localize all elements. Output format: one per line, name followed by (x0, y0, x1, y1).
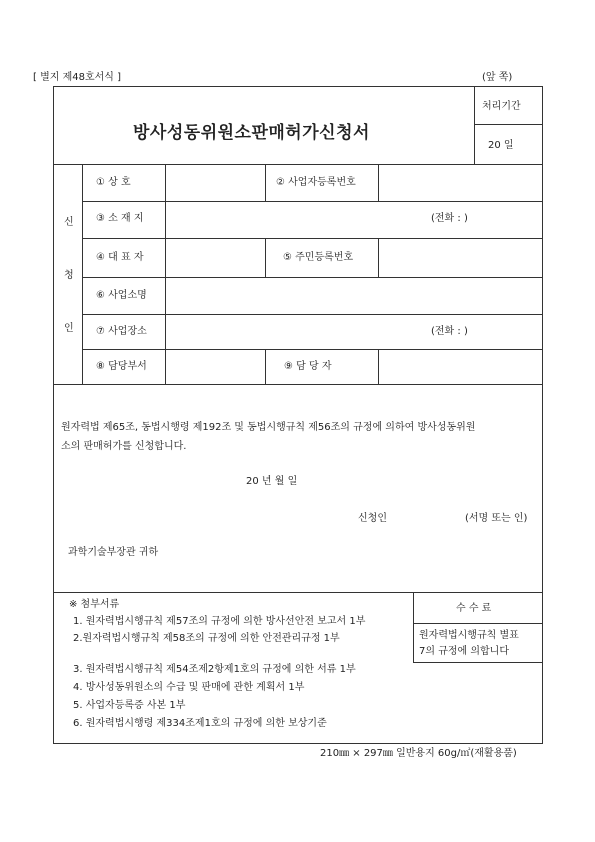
business-reg-no-field[interactable] (379, 165, 542, 200)
addressee: 과학기술부장관 귀하 (68, 547, 159, 558)
representative-label: ④ 대 표 자 (96, 252, 144, 263)
attachment-item-2: 2.원자력법시행규칙 제58조의 규정에 의한 안전관리규정 1부 (73, 633, 340, 644)
application-date: 20 년 월 일 (246, 476, 298, 487)
person-in-charge-field[interactable] (379, 350, 542, 383)
form-number: [ 별지 제48호서식 ] (33, 72, 122, 83)
location-field[interactable] (166, 202, 542, 237)
resident-reg-no-field[interactable] (379, 239, 542, 276)
location-phone: (전화 : ) (431, 213, 468, 224)
resident-reg-no-label: ⑤ 주민등록번호 (283, 252, 354, 263)
department-label: ⑧ 담당부서 (96, 361, 147, 372)
page-side-label: (앞 쪽) (482, 72, 513, 83)
trade-name-label: ① 상 호 (96, 177, 131, 188)
location-label: ③ 소 재 지 (96, 213, 144, 224)
declaration-line-1: 원자력법 제65조, 동법시행령 제192조 및 동법시행규칙 제56조의 규정에 의하여 방사성동위원 (61, 422, 476, 433)
applicant-label-3: 인 (64, 323, 74, 334)
office-name-label: ⑥ 사업소명 (96, 290, 147, 301)
trade-name-field[interactable] (166, 165, 264, 200)
fee-label: 수 수 료 (456, 603, 492, 614)
declaration-line-2: 소의 판매허가를 신청합니다. (61, 441, 187, 452)
signature-or-seal: (서명 또는 인) (465, 513, 528, 524)
form-title: 방사성동위원소판매허가신청서 (133, 123, 370, 143)
person-in-charge-label: ⑨ 담 당 자 (284, 361, 332, 372)
attachment-item-4: 4. 방사성동위원소의 수급 및 판매에 관한 계획서 1부 (73, 682, 305, 693)
applicant-label-1: 신 (64, 217, 74, 228)
applicant-signature-label: 신청인 (358, 513, 387, 524)
attachments-heading: ※ 첨부서류 (69, 599, 120, 610)
workplace-label: ⑦ 사업장소 (96, 326, 147, 337)
paper-spec-footer: 210㎜ × 297㎜ 일반용지 60g/㎡(재활용품) (320, 748, 517, 759)
attachment-item-1: 1. 원자력법시행규칙 제57조의 규정에 의한 방사선안전 보고서 1부 (73, 616, 366, 627)
fee-line-2: 7의 규정에 의합니다 (419, 646, 509, 657)
office-name-field[interactable] (166, 278, 542, 313)
processing-period-label: 처리기간 (482, 101, 521, 112)
applicant-label-2: 청 (64, 270, 74, 281)
attachment-item-6: 6. 원자력법시행령 제334조제1호의 규정에 의한 보상기준 (73, 718, 327, 729)
processing-period-value: 20 일 (488, 140, 514, 151)
fee-line-1: 원자력법시행규칙 별표 (419, 630, 519, 641)
attachment-item-3: 3. 원자력법시행규칙 제54조제2항제1호의 규정에 의한 서류 1부 (73, 664, 356, 675)
attachment-item-5: 5. 사업자등록증 사본 1부 (73, 700, 186, 711)
business-reg-no-label: ② 사업자등록번호 (276, 177, 356, 188)
department-field[interactable] (166, 350, 264, 383)
workplace-phone: (전화 : ) (431, 326, 468, 337)
signature-field[interactable] (395, 506, 461, 528)
workplace-field[interactable] (166, 315, 542, 348)
representative-field[interactable] (166, 239, 264, 276)
